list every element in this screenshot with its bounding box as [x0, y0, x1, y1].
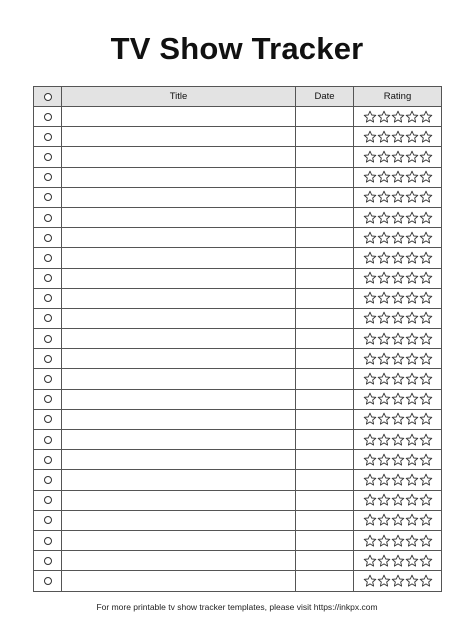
rating-cell	[354, 430, 442, 450]
checkbox-cell[interactable]	[34, 288, 62, 308]
rating-cell	[354, 389, 442, 409]
star-outline-icon[interactable]	[419, 534, 433, 548]
table-row	[34, 369, 442, 389]
star-outline-icon[interactable]	[377, 493, 391, 507]
star-outline-icon[interactable]	[405, 110, 419, 124]
star-outline-icon[interactable]	[419, 412, 433, 426]
tracker-table	[33, 86, 442, 592]
checkbox-cell[interactable]	[34, 551, 62, 571]
circle-checkbox-icon[interactable]	[44, 516, 52, 524]
date-cell[interactable]	[296, 470, 354, 490]
date-cell[interactable]	[296, 107, 354, 127]
rating-cell	[354, 470, 442, 490]
star-outline-icon[interactable]	[363, 251, 377, 265]
table-row	[34, 308, 442, 328]
title-cell[interactable]	[62, 450, 296, 470]
circle-checkbox-icon	[44, 93, 52, 101]
date-cell[interactable]	[296, 288, 354, 308]
star-outline-icon[interactable]	[377, 211, 391, 225]
star-outline-icon[interactable]	[363, 332, 377, 346]
star-rating	[354, 412, 441, 426]
star-rating	[354, 150, 441, 164]
star-rating	[354, 271, 441, 285]
star-outline-icon[interactable]	[405, 211, 419, 225]
star-outline-icon[interactable]	[377, 130, 391, 144]
star-outline-icon[interactable]	[377, 574, 391, 588]
star-outline-icon[interactable]	[405, 190, 419, 204]
circle-checkbox-icon[interactable]	[44, 254, 52, 262]
star-rating	[354, 493, 441, 507]
star-outline-icon[interactable]	[391, 513, 405, 527]
checkbox-cell[interactable]	[34, 510, 62, 530]
circle-checkbox-icon[interactable]	[44, 375, 52, 383]
star-outline-icon[interactable]	[377, 372, 391, 386]
star-outline-icon[interactable]	[377, 332, 391, 346]
header-row	[34, 87, 442, 107]
star-outline-icon[interactable]	[377, 392, 391, 406]
star-outline-icon[interactable]	[363, 291, 377, 305]
star-rating	[354, 513, 441, 527]
star-outline-icon[interactable]	[419, 251, 433, 265]
star-outline-icon[interactable]	[391, 332, 405, 346]
star-outline-icon[interactable]	[377, 433, 391, 447]
circle-checkbox-icon[interactable]	[44, 234, 52, 242]
circle-checkbox-icon[interactable]	[44, 557, 52, 565]
rating-cell	[354, 187, 442, 207]
table-row	[34, 551, 442, 571]
title-cell[interactable]	[62, 248, 296, 268]
circle-checkbox-icon[interactable]	[44, 133, 52, 141]
checkbox-cell[interactable]	[34, 369, 62, 389]
circle-checkbox-icon[interactable]	[44, 214, 52, 222]
title-cell[interactable]	[62, 490, 296, 510]
star-rating	[354, 554, 441, 568]
star-outline-icon[interactable]	[391, 493, 405, 507]
rating-cell	[354, 450, 442, 470]
star-outline-icon[interactable]	[405, 453, 419, 467]
date-cell[interactable]	[296, 349, 354, 369]
title-cell[interactable]	[62, 187, 296, 207]
star-outline-icon[interactable]	[363, 130, 377, 144]
rating-cell	[354, 329, 442, 349]
star-outline-icon[interactable]	[419, 574, 433, 588]
star-outline-icon[interactable]	[405, 231, 419, 245]
date-cell[interactable]	[296, 207, 354, 227]
title-cell[interactable]	[62, 308, 296, 328]
star-outline-icon[interactable]	[363, 311, 377, 325]
star-outline-icon[interactable]	[419, 554, 433, 568]
table-row	[34, 268, 442, 288]
star-outline-icon[interactable]	[391, 211, 405, 225]
star-outline-icon[interactable]	[363, 534, 377, 548]
checkbox-cell[interactable]	[34, 349, 62, 369]
checkbox-cell[interactable]	[34, 248, 62, 268]
date-cell[interactable]	[296, 127, 354, 147]
rating-cell	[354, 551, 442, 571]
rating-cell	[354, 127, 442, 147]
circle-checkbox-icon[interactable]	[44, 537, 52, 545]
title-cell[interactable]	[62, 349, 296, 369]
star-outline-icon[interactable]	[391, 534, 405, 548]
star-outline-icon[interactable]	[419, 332, 433, 346]
star-outline-icon[interactable]	[391, 150, 405, 164]
circle-checkbox-icon[interactable]	[44, 274, 52, 282]
star-outline-icon[interactable]	[419, 130, 433, 144]
star-outline-icon[interactable]	[391, 473, 405, 487]
title-cell[interactable]	[62, 107, 296, 127]
title-cell[interactable]	[62, 127, 296, 147]
circle-checkbox-icon[interactable]	[44, 456, 52, 464]
star-outline-icon[interactable]	[377, 291, 391, 305]
star-outline-icon[interactable]	[419, 372, 433, 386]
star-outline-icon[interactable]	[363, 170, 377, 184]
star-outline-icon[interactable]	[377, 251, 391, 265]
star-outline-icon[interactable]	[391, 110, 405, 124]
date-cell[interactable]	[296, 409, 354, 429]
star-outline-icon[interactable]	[405, 332, 419, 346]
checkbox-cell[interactable]	[34, 187, 62, 207]
checkbox-cell[interactable]	[34, 329, 62, 349]
star-outline-icon[interactable]	[377, 231, 391, 245]
star-outline-icon[interactable]	[419, 110, 433, 124]
star-rating	[354, 372, 441, 386]
date-cell[interactable]	[296, 450, 354, 470]
footer-note: For more printable tv show tracker templates, please visit https://inkpx.com	[96, 602, 378, 612]
table-row	[34, 409, 442, 429]
checkbox-cell[interactable]	[34, 571, 62, 591]
table-row	[34, 329, 442, 349]
star-outline-icon[interactable]	[363, 352, 377, 366]
table-row	[34, 207, 442, 227]
table-row	[34, 510, 442, 530]
header-date: Date	[296, 87, 354, 107]
date-cell[interactable]	[296, 490, 354, 510]
star-outline-icon[interactable]	[363, 554, 377, 568]
date-cell[interactable]	[296, 167, 354, 187]
star-outline-icon[interactable]	[405, 130, 419, 144]
title-cell[interactable]	[62, 409, 296, 429]
title-cell[interactable]	[62, 470, 296, 490]
star-rating	[354, 574, 441, 588]
circle-checkbox-icon[interactable]	[44, 294, 52, 302]
star-outline-icon[interactable]	[405, 433, 419, 447]
star-outline-icon[interactable]	[419, 311, 433, 325]
star-outline-icon[interactable]	[405, 291, 419, 305]
checkbox-cell[interactable]	[34, 490, 62, 510]
star-outline-icon[interactable]	[405, 493, 419, 507]
title-cell[interactable]	[62, 389, 296, 409]
checkbox-cell[interactable]	[34, 107, 62, 127]
date-cell[interactable]	[296, 187, 354, 207]
star-outline-icon[interactable]	[363, 392, 377, 406]
title-cell[interactable]	[62, 228, 296, 248]
star-outline-icon[interactable]	[405, 311, 419, 325]
star-outline-icon[interactable]	[377, 513, 391, 527]
circle-checkbox-icon[interactable]	[44, 113, 52, 121]
star-outline-icon[interactable]	[363, 433, 377, 447]
star-outline-icon[interactable]	[419, 513, 433, 527]
star-outline-icon[interactable]	[419, 453, 433, 467]
table-row	[34, 107, 442, 127]
star-outline-icon[interactable]	[377, 534, 391, 548]
star-outline-icon[interactable]	[363, 110, 377, 124]
star-rating	[354, 534, 441, 548]
rating-cell	[354, 228, 442, 248]
title-cell[interactable]	[62, 530, 296, 550]
star-outline-icon[interactable]	[405, 271, 419, 285]
star-outline-icon[interactable]	[377, 554, 391, 568]
date-cell[interactable]	[296, 228, 354, 248]
star-rating	[354, 110, 441, 124]
table-row	[34, 288, 442, 308]
star-outline-icon[interactable]	[405, 170, 419, 184]
table-row	[34, 571, 442, 591]
star-outline-icon[interactable]	[419, 291, 433, 305]
star-rating	[354, 332, 441, 346]
checkbox-cell[interactable]	[34, 430, 62, 450]
star-outline-icon[interactable]	[363, 473, 377, 487]
star-outline-icon[interactable]	[391, 392, 405, 406]
star-outline-icon[interactable]	[377, 473, 391, 487]
checkbox-cell[interactable]	[34, 127, 62, 147]
table-row	[34, 530, 442, 550]
checkbox-cell[interactable]	[34, 207, 62, 227]
star-rating	[354, 251, 441, 265]
star-outline-icon[interactable]	[405, 534, 419, 548]
rating-cell	[354, 107, 442, 127]
star-outline-icon[interactable]	[405, 352, 419, 366]
date-cell[interactable]	[296, 268, 354, 288]
date-cell[interactable]	[296, 329, 354, 349]
checkbox-cell[interactable]	[34, 470, 62, 490]
table-row	[34, 127, 442, 147]
title-cell[interactable]	[62, 551, 296, 571]
title-cell[interactable]	[62, 288, 296, 308]
star-outline-icon[interactable]	[419, 392, 433, 406]
circle-checkbox-icon[interactable]	[44, 496, 52, 504]
star-outline-icon[interactable]	[419, 433, 433, 447]
checkbox-cell[interactable]	[34, 167, 62, 187]
star-outline-icon[interactable]	[377, 170, 391, 184]
star-outline-icon[interactable]	[363, 453, 377, 467]
star-outline-icon[interactable]	[419, 211, 433, 225]
star-outline-icon[interactable]	[377, 412, 391, 426]
star-outline-icon[interactable]	[405, 574, 419, 588]
checkbox-cell[interactable]	[34, 308, 62, 328]
star-rating	[354, 170, 441, 184]
date-cell[interactable]	[296, 147, 354, 167]
rating-cell	[354, 288, 442, 308]
star-outline-icon[interactable]	[391, 453, 405, 467]
table-row	[34, 187, 442, 207]
star-outline-icon[interactable]	[391, 251, 405, 265]
star-outline-icon[interactable]	[391, 433, 405, 447]
checkbox-cell[interactable]	[34, 450, 62, 470]
title-cell[interactable]	[62, 430, 296, 450]
star-outline-icon[interactable]	[419, 170, 433, 184]
title-cell[interactable]	[62, 207, 296, 227]
star-outline-icon[interactable]	[377, 453, 391, 467]
title-cell[interactable]	[62, 329, 296, 349]
star-outline-icon[interactable]	[391, 271, 405, 285]
rating-cell	[354, 490, 442, 510]
star-rating	[354, 130, 441, 144]
date-cell[interactable]	[296, 248, 354, 268]
star-rating	[354, 291, 441, 305]
star-rating	[354, 453, 441, 467]
date-cell[interactable]	[296, 308, 354, 328]
rating-cell	[354, 167, 442, 187]
rating-cell	[354, 147, 442, 167]
star-outline-icon[interactable]	[419, 493, 433, 507]
circle-checkbox-icon[interactable]	[44, 153, 52, 161]
date-cell[interactable]	[296, 389, 354, 409]
star-outline-icon[interactable]	[391, 231, 405, 245]
circle-checkbox-icon[interactable]	[44, 335, 52, 343]
page-title: TV Show Tracker	[110, 31, 364, 66]
star-outline-icon[interactable]	[405, 412, 419, 426]
title-cell[interactable]	[62, 571, 296, 591]
star-rating	[354, 211, 441, 225]
star-outline-icon[interactable]	[363, 574, 377, 588]
table-row	[34, 389, 442, 409]
circle-checkbox-icon[interactable]	[44, 415, 52, 423]
star-rating	[354, 190, 441, 204]
table-row	[34, 430, 442, 450]
star-outline-icon[interactable]	[377, 311, 391, 325]
star-outline-icon[interactable]	[391, 574, 405, 588]
star-outline-icon[interactable]	[391, 190, 405, 204]
star-outline-icon[interactable]	[363, 231, 377, 245]
star-outline-icon[interactable]	[419, 352, 433, 366]
circle-checkbox-icon[interactable]	[44, 314, 52, 322]
star-outline-icon[interactable]	[391, 130, 405, 144]
star-outline-icon[interactable]	[377, 150, 391, 164]
checkbox-cell[interactable]	[34, 409, 62, 429]
rating-cell	[354, 268, 442, 288]
table-row	[34, 248, 442, 268]
checkbox-cell[interactable]	[34, 147, 62, 167]
title-cell[interactable]	[62, 510, 296, 530]
star-outline-icon[interactable]	[405, 251, 419, 265]
star-outline-icon[interactable]	[405, 392, 419, 406]
star-rating	[354, 231, 441, 245]
star-outline-icon[interactable]	[363, 493, 377, 507]
date-cell[interactable]	[296, 551, 354, 571]
date-cell[interactable]	[296, 369, 354, 389]
star-rating	[354, 433, 441, 447]
star-outline-icon[interactable]	[363, 271, 377, 285]
star-outline-icon[interactable]	[405, 473, 419, 487]
table-row	[34, 147, 442, 167]
header-rating: Rating	[354, 87, 442, 107]
star-outline-icon[interactable]	[363, 412, 377, 426]
star-outline-icon[interactable]	[419, 231, 433, 245]
table-row	[34, 228, 442, 248]
checkbox-cell[interactable]	[34, 268, 62, 288]
star-outline-icon[interactable]	[363, 150, 377, 164]
table-row	[34, 349, 442, 369]
rating-cell	[354, 510, 442, 530]
circle-checkbox-icon[interactable]	[44, 577, 52, 585]
date-cell[interactable]	[296, 430, 354, 450]
star-outline-icon[interactable]	[363, 211, 377, 225]
star-outline-icon[interactable]	[419, 271, 433, 285]
star-outline-icon[interactable]	[391, 311, 405, 325]
circle-checkbox-icon[interactable]	[44, 476, 52, 484]
star-rating	[354, 473, 441, 487]
header-checkbox-cell	[34, 87, 62, 107]
rating-cell	[354, 349, 442, 369]
star-outline-icon[interactable]	[391, 412, 405, 426]
star-outline-icon[interactable]	[363, 513, 377, 527]
star-outline-icon[interactable]	[363, 190, 377, 204]
star-outline-icon[interactable]	[391, 352, 405, 366]
rating-cell	[354, 308, 442, 328]
date-cell[interactable]	[296, 530, 354, 550]
table-row	[34, 470, 442, 490]
star-outline-icon[interactable]	[391, 372, 405, 386]
star-outline-icon[interactable]	[405, 150, 419, 164]
star-outline-icon[interactable]	[405, 554, 419, 568]
title-cell[interactable]	[62, 147, 296, 167]
star-outline-icon[interactable]	[391, 170, 405, 184]
table-row	[34, 450, 442, 470]
table-row	[34, 167, 442, 187]
checkbox-cell[interactable]	[34, 389, 62, 409]
star-outline-icon[interactable]	[377, 110, 391, 124]
date-cell[interactable]	[296, 510, 354, 530]
title-cell[interactable]	[62, 369, 296, 389]
star-outline-icon[interactable]	[377, 190, 391, 204]
star-outline-icon[interactable]	[405, 513, 419, 527]
checkbox-cell[interactable]	[34, 228, 62, 248]
title-cell[interactable]	[62, 268, 296, 288]
star-outline-icon[interactable]	[391, 554, 405, 568]
star-outline-icon[interactable]	[377, 352, 391, 366]
header-title: Title	[62, 87, 296, 107]
table-row	[34, 490, 442, 510]
star-outline-icon[interactable]	[391, 291, 405, 305]
circle-checkbox-icon[interactable]	[44, 193, 52, 201]
rating-cell	[354, 248, 442, 268]
checkbox-cell[interactable]	[34, 530, 62, 550]
circle-checkbox-icon[interactable]	[44, 395, 52, 403]
star-outline-icon[interactable]	[419, 190, 433, 204]
rating-cell	[354, 369, 442, 389]
circle-checkbox-icon[interactable]	[44, 436, 52, 444]
rating-cell	[354, 571, 442, 591]
rating-cell	[354, 409, 442, 429]
star-outline-icon[interactable]	[419, 473, 433, 487]
star-outline-icon[interactable]	[405, 372, 419, 386]
star-rating	[354, 311, 441, 325]
star-rating	[354, 352, 441, 366]
rating-cell	[354, 207, 442, 227]
star-outline-icon[interactable]	[363, 372, 377, 386]
circle-checkbox-icon[interactable]	[44, 355, 52, 363]
date-cell[interactable]	[296, 571, 354, 591]
star-outline-icon[interactable]	[419, 150, 433, 164]
star-outline-icon[interactable]	[377, 271, 391, 285]
title-cell[interactable]	[62, 167, 296, 187]
rating-cell	[354, 530, 442, 550]
circle-checkbox-icon[interactable]	[44, 173, 52, 181]
star-rating	[354, 392, 441, 406]
